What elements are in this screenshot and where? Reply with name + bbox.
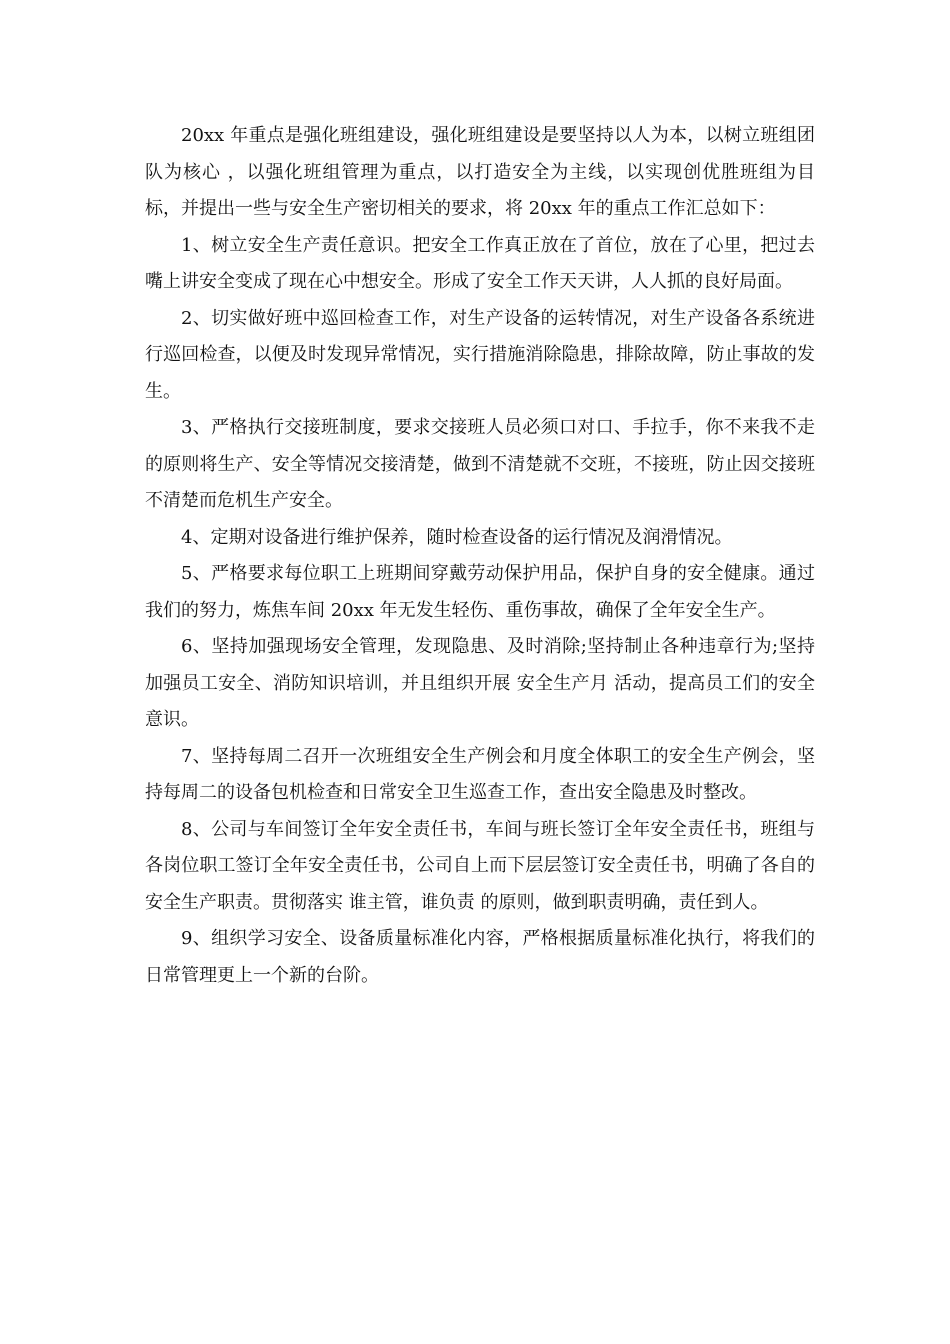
paragraph-item-9: 9、组织学习安全、设备质量标准化内容，严格根据质量标准化执行，将我们的日常管理更上一个新的台阶。 <box>145 928 815 986</box>
paragraph-item-7: 7、坚持每周二召开一次班组安全生产例会和月度全体职工的安全生产例会，坚持每周二的设备包机检查和日常安全卫生巡查工作，查出安全隐患及时整改。 <box>145 745 815 803</box>
paragraph-item-1: 1、树立安全生产责任意识。把安全工作真正放在了首位，放在了心里，把过去嘴上讲安全变成了现在心中想安全。形成了安全工作天天讲，人人抓的良好局面。 <box>145 234 815 292</box>
paragraph-item-2: 2、切实做好班中巡回检查工作，对生产设备的运转情况，对生产设备各系统进行巡回检查，以便及时发现异常情况，实行措施消除隐患，排除故障，防止事故的发生。 <box>145 307 815 402</box>
paragraph-intro: 20xx 年重点是强化班组建设，强化班组建设是要坚持以人为本，以树立班组团队为核心 ，以强化班组管理为重点，以打造安全为主线，以实现创优胜班组为目标，并提出一些与安全生产密切相关的要求，将 20xx 年的重点工作汇总如下： <box>145 125 815 219</box>
paragraph-item-3: 3、严格执行交接班制度，要求交接班人员必须口对口、手拉手，你不来我不走的原则将生产、安全等情况交接清楚，做到不清楚就不交班，不接班，防止因交接班不清楚而危机生产安全。 <box>145 417 815 511</box>
document-body <box>145 118 815 994</box>
paragraph-item-6: 6、坚持加强现场安全管理，发现隐患、及时消除;坚持制止各种违章行为;坚持加强员工安全、消防知识培训，并且组织开展 安全生产月 活动，提高员工们的安全意识。 <box>145 636 815 730</box>
paragraph-item-5: 5、严格要求每位职工上班期间穿戴劳动保护用品，保护自身的安全健康。通过我们的努力，炼焦车间 20xx 年无发生轻伤、重伤事故，确保了全年安全生产。 <box>145 563 815 621</box>
paragraph-item-4: 4、定期对设备进行维护保养，随时检查设备的运行情况及润滑情况。 <box>181 526 733 548</box>
paragraph-item-8: 8、公司与车间签订全年安全责任书，车间与班长签订全年安全责任书，班组与各岗位职工签订全年安全责任书，公司自上而下层层签订安全责任书，明确了各自的安全生产职责。贯彻落实 谁主管，谁负责 的原则，做到职责明确，责任到人。 <box>145 818 815 913</box>
